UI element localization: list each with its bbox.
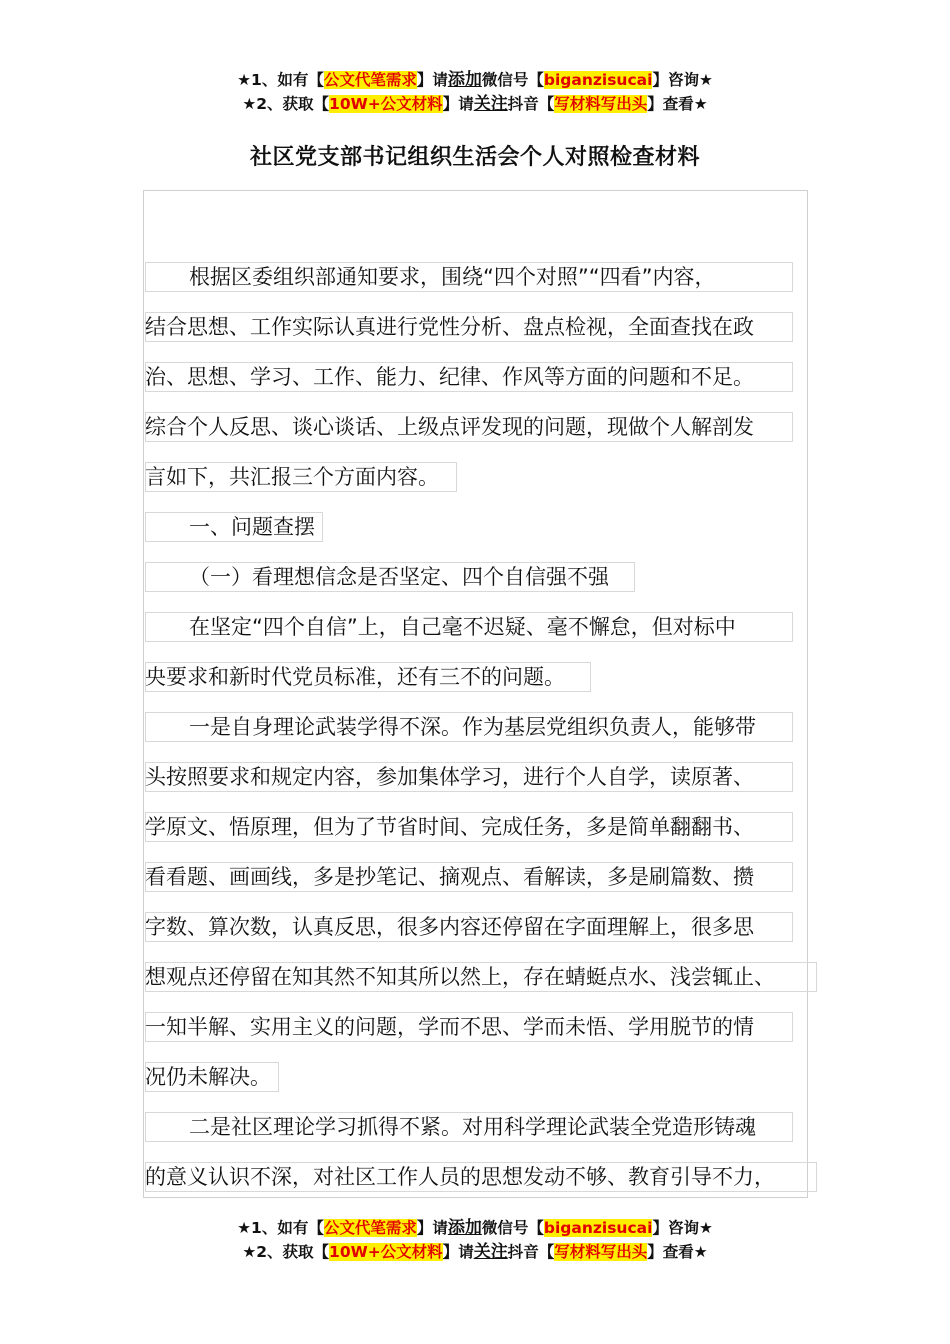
text-line: 头按照要求和规定内容，参加集体学习，进行个人自学，读原著、: [145, 762, 754, 792]
text-line: 一是自身理论武装学得不深。作为基层党组织负责人，能够带: [145, 712, 756, 742]
text-line: 的意义认识不深，对社区工作人员的思想发动不够、教育引导不力，: [145, 1162, 775, 1192]
text-line: 二是社区理论学习抓得不紧。对用科学理论武装全党造形铸魂: [145, 1112, 756, 1142]
promo-banner-top: [0, 68, 950, 116]
text-line: 字数、算次数，认真反思，很多内容还停留在字面理解上，很多思: [145, 912, 754, 942]
highlight-douyin: 写材料写出头: [554, 95, 648, 113]
promo-line-2: ★2、获取【10W+公文材料】请关注抖音【写材料写出头】查看★: [242, 1242, 708, 1262]
section-heading: 一、问题查摆: [145, 512, 315, 542]
highlight-wechat-id: biganzisucai: [543, 1219, 653, 1237]
text-line: 想观点还停留在知其然不知其所以然上，存在蜻蜓点水、浅尝辄止、: [145, 962, 775, 992]
document-title: 社区党支部书记组织生活会个人对照检查材料: [249, 145, 700, 170]
text-line: 在坚定“四个自信”上，自己毫不迟疑、毫不懈怠，但对标中: [145, 612, 736, 642]
highlight-service: 公文代笔需求: [323, 71, 417, 89]
promo-banner-bottom: [0, 1216, 950, 1264]
subsection-heading: （一）看理想信念是否坚定、四个自信强不强: [145, 562, 609, 592]
text-line: 治、思想、学习、工作、能力、纪律、作风等方面的问题和不足。: [145, 362, 754, 392]
highlight-douyin: 写材料写出头: [554, 1243, 648, 1261]
text-line: 学原文、悟原理，但为了节省时间、完成任务，多是简单翻翻书、: [145, 812, 754, 842]
highlight-materials: 10W+公文材料: [329, 1243, 443, 1261]
text-line: 一知半解、实用主义的问题，学而不思、学而未悟、学用脱节的情: [145, 1012, 754, 1042]
text-line: 央要求和新时代党员标准，还有三不的问题。: [145, 662, 565, 692]
text-line: 根据区委组织部通知要求，围绕“四个对照”“四看”内容，: [145, 262, 716, 292]
highlight-service: 公文代笔需求: [323, 1219, 417, 1237]
text-line: 结合思想、工作实际认真进行党性分析、盘点检视，全面查找在政: [145, 312, 754, 342]
text-line: 言如下，共汇报三个方面内容。: [145, 462, 439, 492]
promo-line-2: ★2、获取【10W+公文材料】请关注抖音【写材料写出头】查看★: [242, 94, 708, 114]
text-line: 况仍未解决。: [145, 1062, 271, 1092]
text-line: 综合个人反思、谈心谈话、上级点评发现的问题，现做个人解剖发: [145, 412, 754, 442]
highlight-materials: 10W+公文材料: [329, 95, 443, 113]
highlight-wechat-id: biganzisucai: [543, 71, 653, 89]
promo-line-1: ★1、如有【公文代笔需求】请添加微信号【biganzisucai】咨询★: [237, 1218, 713, 1238]
promo-line-1: ★1、如有【公文代笔需求】请添加微信号【biganzisucai】咨询★: [237, 70, 713, 90]
text-line: 看看题、画画线，多是抄笔记、摘观点、看解读，多是刷篇数、攒: [145, 862, 754, 892]
